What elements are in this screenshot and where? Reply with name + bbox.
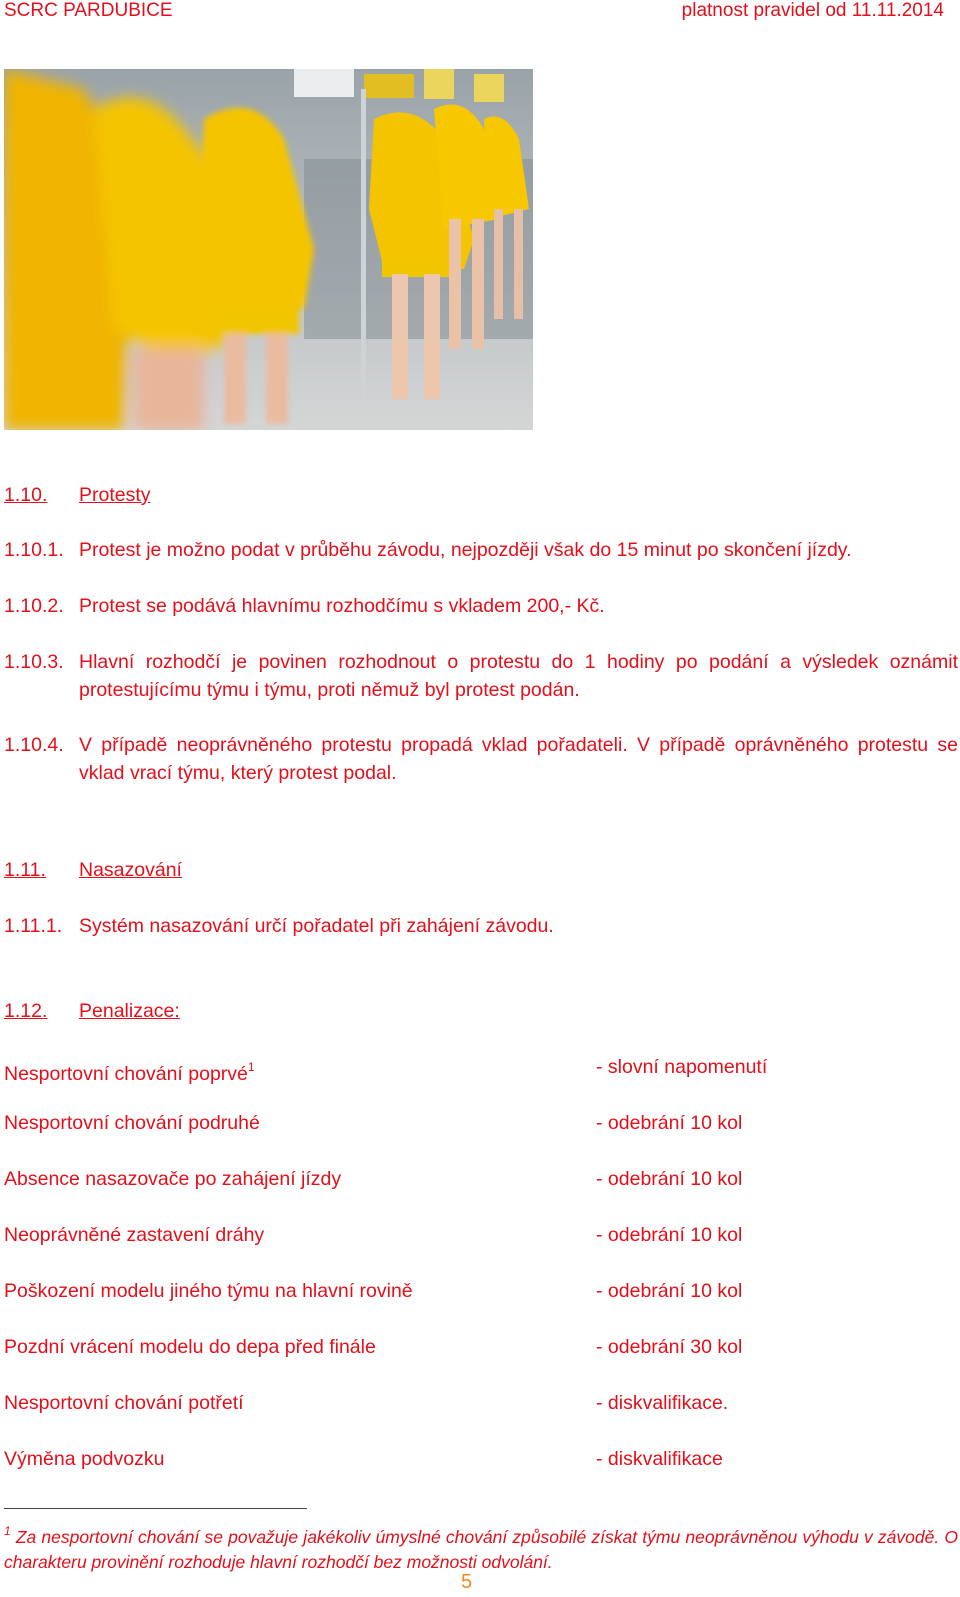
section-1-11-heading: [4, 856, 182, 884]
penalty-offense: Výměna podvozku: [4, 1448, 165, 1470]
rule-number: 1.10.4.: [4, 734, 64, 756]
rule-1-10-4: [4, 731, 958, 787]
penalty-offense: Nesportovní chování potřetí: [4, 1392, 244, 1414]
rule-number: 1.10.2.: [4, 595, 64, 617]
grid-girls-photo: [4, 69, 533, 430]
rule-text: Systém nasazování určí pořadatel při zahájení závodu.: [79, 915, 554, 937]
penalty-offense: Nesportovní chování podruhé: [4, 1112, 260, 1134]
footnote-separator: [4, 1508, 307, 1509]
footnote-reference: 1: [247, 1060, 255, 1074]
rule-text: Protest je možno podat v průběhu závodu, nejpozději však do 15 minut po skončení jízdy.: [79, 539, 852, 561]
penalty-sanction: - diskvalifikace.: [596, 1392, 729, 1414]
rule-number: 1.10.3.: [4, 651, 64, 673]
penalty-sanction: - odebrání 10 kol: [596, 1168, 743, 1190]
rule-1-11-1: [4, 912, 958, 940]
section-1-10-heading: [4, 481, 151, 509]
footnote: [4, 1519, 958, 1575]
footnote-text: Za nesportovní chování se považuje jakékoliv úmyslné chování způsobilé získat týmu neoprávněnou výhodu v závodě. O charakteru provinění rozhoduje hlavní rozhodčí bez možnosti odvolání.: [4, 1527, 958, 1572]
penalty-sanction: - odebrání 10 kol: [596, 1280, 743, 1302]
penalty-sanction: - diskvalifikace: [596, 1448, 723, 1470]
header-right: platnost pravidel od 11.11.2014: [681, 0, 944, 21]
penalty-offense: Poškození modelu jiného týmu na hlavní rovině: [4, 1280, 413, 1302]
penalty-offense: Neoprávněné zastavení dráhy: [4, 1224, 265, 1246]
section-title: Nasazování: [79, 859, 182, 881]
rule-1-10-1: [4, 536, 958, 564]
penalty-sanction: - odebrání 30 kol: [596, 1336, 743, 1358]
footnote-mark: 1: [4, 1524, 11, 1538]
penalty-sanction: - slovní napomenutí: [596, 1056, 768, 1078]
rule-text: V případě neoprávněného protestu propadá vklad pořadateli. V případě oprávněného protestu se vklad vrací týmu, který protest podal.: [79, 734, 958, 784]
penalty-offense: Absence nasazovače po zahájení jízdy: [4, 1168, 342, 1190]
section-title: Protesty: [79, 484, 151, 506]
section-title: Penalizace:: [79, 1000, 180, 1022]
penalty-sanction: - odebrání 10 kol: [596, 1224, 743, 1246]
section-number: 1.12.: [4, 1000, 48, 1022]
section-number: 1.11.: [4, 859, 46, 881]
rule-1-10-3: [4, 648, 958, 704]
section-number: 1.10.: [4, 484, 48, 506]
rule-1-10-2: [4, 592, 958, 620]
rule-number: 1.11.1.: [4, 915, 63, 937]
rule-text: Hlavní rozhodčí je povinen rozhodnout o protestu do 1 hodiny po podání a výsledek oznámit protestujícímu týmu i týmu, proti němuž byl protest podán.: [79, 651, 958, 701]
penalty-offense: Pozdní vrácení modelu do depa před finále: [4, 1336, 376, 1358]
penalty-offense: Nesportovní chování poprvé$^1$: [4, 1060, 255, 1085]
rule-text: Protest se podává hlavnímu rozhodčímu s vkladem 200,- Kč.: [79, 595, 605, 617]
penalty-sanction: - odebrání 10 kol: [596, 1112, 743, 1134]
section-1-12-heading: [4, 997, 180, 1025]
rule-number: 1.10.1.: [4, 539, 64, 561]
page-number: 5: [460, 1571, 473, 1593]
header-left: SCRC PARDUBICE: [4, 0, 173, 21]
